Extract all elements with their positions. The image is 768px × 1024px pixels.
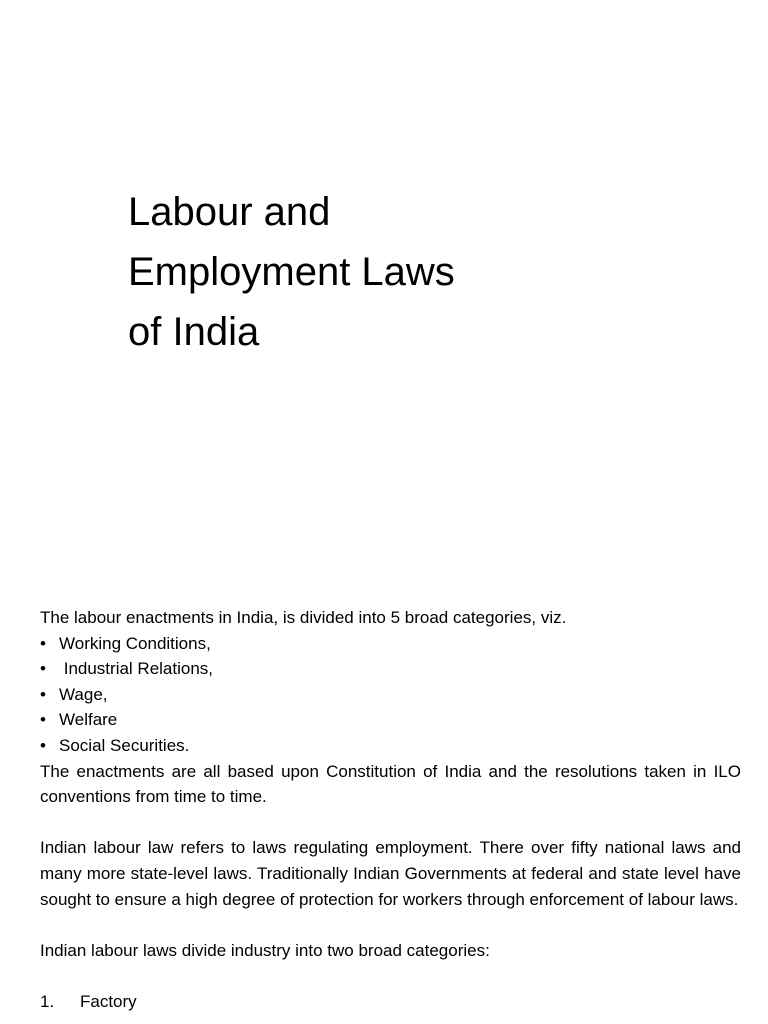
body-text: [40, 605, 741, 1015]
categories-list: [40, 631, 741, 759]
list-item-label: Factory: [80, 991, 137, 1011]
title-line: of India: [128, 310, 260, 354]
bullet-icon: •: [40, 684, 46, 704]
paragraph-spacer: [40, 810, 741, 836]
paragraph-labour-law: Indian labour law refers to laws regulating employment. There over fifty national laws and many more state-level laws. Traditionally Indian Governments at federal and state level have sought to ensure a high degree of protection for workers through enforcement of labour laws.: [40, 838, 741, 909]
list-item: [40, 733, 741, 759]
list-item-label: Industrial Relations,: [59, 659, 214, 679]
bullet-icon: •: [40, 710, 46, 730]
list-item-label: Social Securities.: [59, 735, 190, 755]
paragraph-spacer: [40, 963, 741, 989]
list-item: [40, 682, 741, 708]
title-line: Employment Laws: [128, 250, 455, 294]
paragraph-categories: Indian labour laws divide industry into two broad categories:: [40, 940, 490, 960]
bullet-icon: •: [40, 659, 46, 679]
list-item-label: Wage,: [59, 684, 108, 704]
paragraph-constitution: The enactments are all based upon Constitution of India and the resolutions taken in ILO conventions from time to time.: [40, 761, 741, 807]
paragraph-spacer: [40, 912, 741, 938]
intro-text: The labour enactments in India, is divided into 5 broad categories, viz.: [40, 608, 567, 627]
numbered-list-item: [40, 989, 741, 1015]
list-item-label: Welfare: [59, 710, 118, 730]
list-item: [40, 656, 741, 682]
title-line: Labour and: [128, 190, 331, 234]
list-item: [40, 707, 741, 733]
list-item: [40, 631, 741, 657]
list-item-label: Working Conditions,: [59, 633, 211, 653]
bullet-icon: •: [40, 735, 46, 755]
bullet-icon: •: [40, 633, 46, 653]
list-number: 1.: [40, 991, 55, 1011]
page-title: [128, 182, 548, 362]
